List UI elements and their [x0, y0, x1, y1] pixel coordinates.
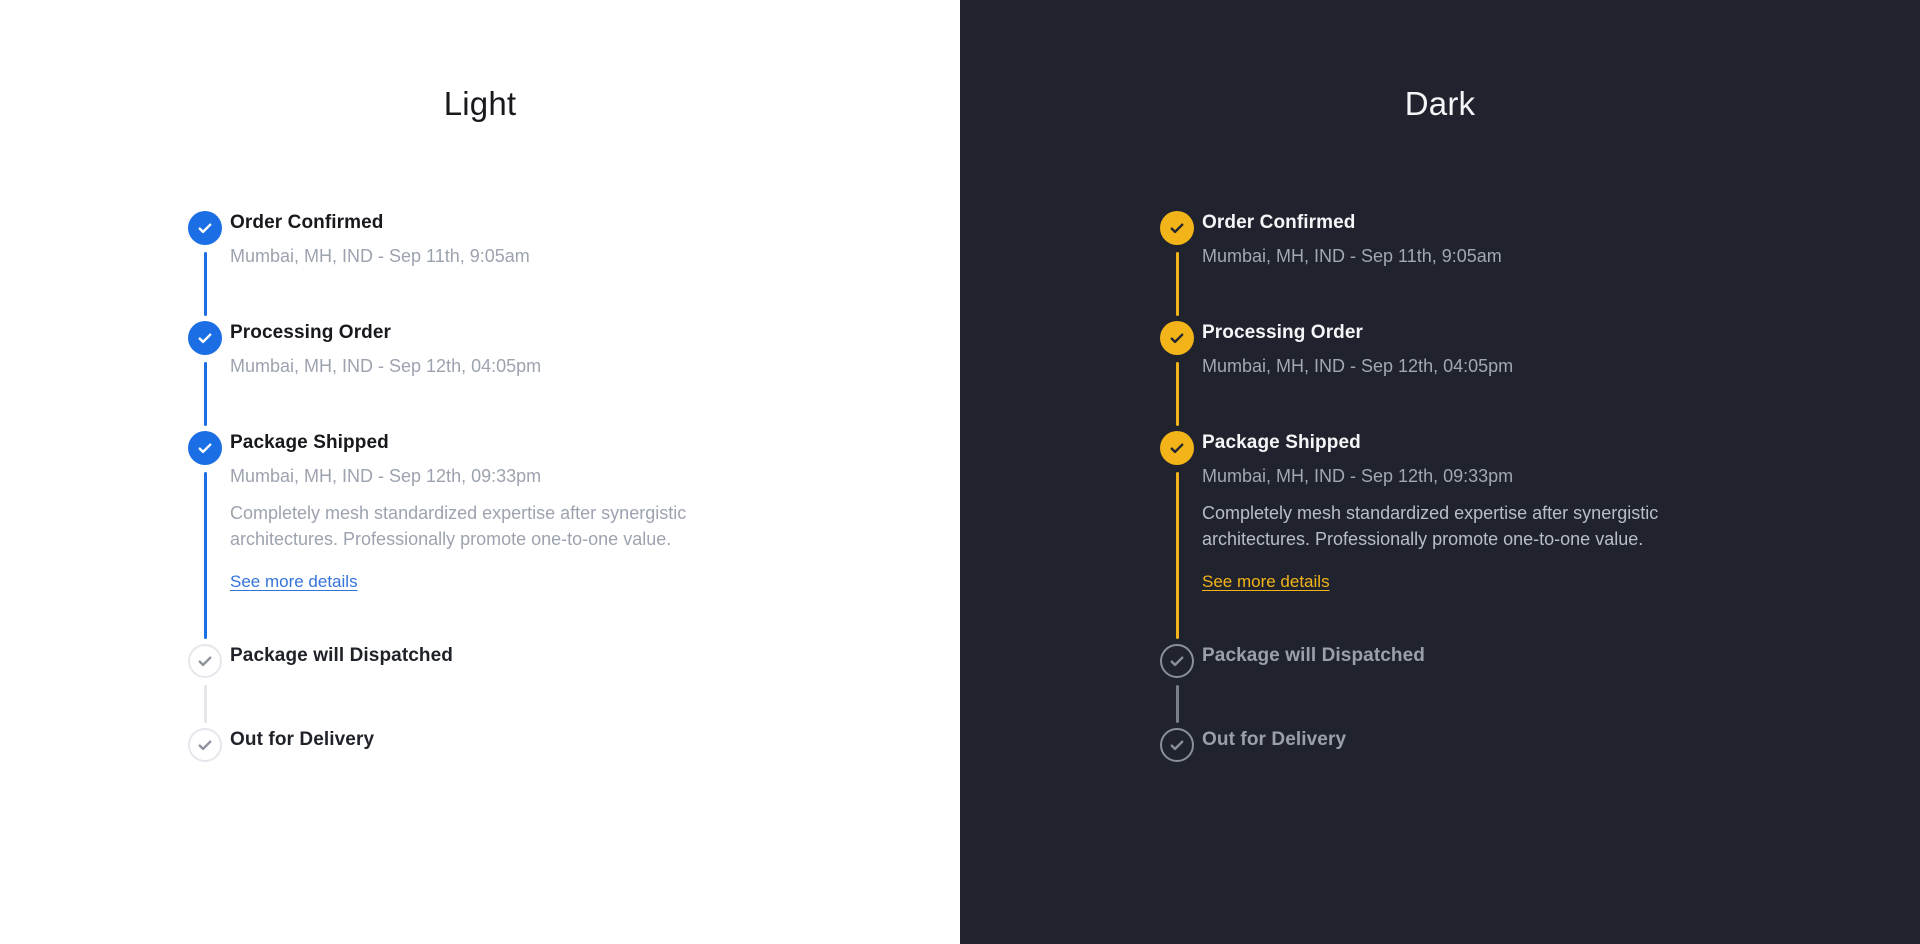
panel-title-dark: Dark: [1404, 85, 1476, 122]
step-body: [230, 431, 720, 592]
step-location-datetime: Mumbai, MH, IND - Sep 12th, 04:05pm: [1202, 356, 1514, 376]
timeline-step: [188, 211, 960, 321]
step-description: Completely mesh standardized expertise after synergistic architectures. Professionally promote one-to-one value.: [1202, 503, 1659, 549]
order-tracking-timeline-dark: [960, 211, 1920, 762]
step-location-datetime: Mumbai, MH, IND - Sep 12th, 09:33pm: [230, 466, 542, 486]
pending-check-circle-icon: [188, 644, 222, 678]
step-body: [230, 644, 453, 668]
step-title: Package Shipped: [1202, 432, 1361, 453]
timeline-step: [1160, 211, 1920, 321]
step-title: Processing Order: [1202, 322, 1364, 343]
step-body: [1202, 431, 1692, 592]
see-more-details-link[interactable]: See more details: [230, 572, 358, 591]
step-location-datetime: Mumbai, MH, IND - Sep 12th, 09:33pm: [1202, 466, 1514, 486]
timeline-step: [1160, 644, 1920, 728]
step-body: [1202, 644, 1425, 668]
pending-check-circle-icon: [1160, 644, 1194, 678]
step-body: [230, 728, 374, 752]
pending-check-circle-icon: [188, 728, 222, 762]
step-location-datetime: Mumbai, MH, IND - Sep 12th, 04:05pm: [230, 356, 542, 376]
step-title: Out for Delivery: [1202, 729, 1347, 750]
check-circle-icon: [1160, 321, 1194, 355]
timeline-step: [188, 321, 960, 431]
step-body: [1202, 728, 1346, 752]
timeline-step: [1160, 321, 1920, 431]
step-title: Processing Order: [230, 322, 392, 343]
step-title: Order Confirmed: [1202, 212, 1356, 233]
see-more-details-link[interactable]: See more details: [1202, 572, 1330, 591]
step-title: Order Confirmed: [230, 212, 384, 233]
dark-theme-panel: [960, 0, 1920, 944]
step-body: [230, 321, 541, 377]
step-title: Package will Dispatched: [1202, 645, 1425, 666]
pending-check-circle-icon: [1160, 728, 1194, 762]
step-body: [1202, 211, 1502, 267]
step-title: Package Shipped: [230, 432, 389, 453]
timeline-step: [188, 644, 960, 728]
timeline-step: [1160, 431, 1920, 644]
step-body: [1202, 321, 1513, 377]
timeline-step: [188, 728, 960, 762]
step-location-datetime: Mumbai, MH, IND - Sep 11th, 9:05am: [230, 246, 530, 266]
check-circle-icon: [1160, 431, 1194, 465]
check-circle-icon: [188, 431, 222, 465]
panel-title-light: Light: [443, 85, 517, 122]
step-body: [230, 211, 530, 267]
step-title: Package will Dispatched: [230, 645, 453, 666]
step-description: Completely mesh standardized expertise after synergistic architectures. Professionally promote one-to-one value.: [230, 503, 687, 549]
timeline-step: [1160, 728, 1920, 762]
step-title: Out for Delivery: [230, 729, 375, 750]
timeline-step: [188, 431, 960, 644]
check-circle-icon: [188, 211, 222, 245]
check-circle-icon: [1160, 211, 1194, 245]
step-location-datetime: Mumbai, MH, IND - Sep 11th, 9:05am: [1202, 246, 1502, 266]
check-circle-icon: [188, 321, 222, 355]
order-tracking-timeline-light: [0, 211, 960, 762]
